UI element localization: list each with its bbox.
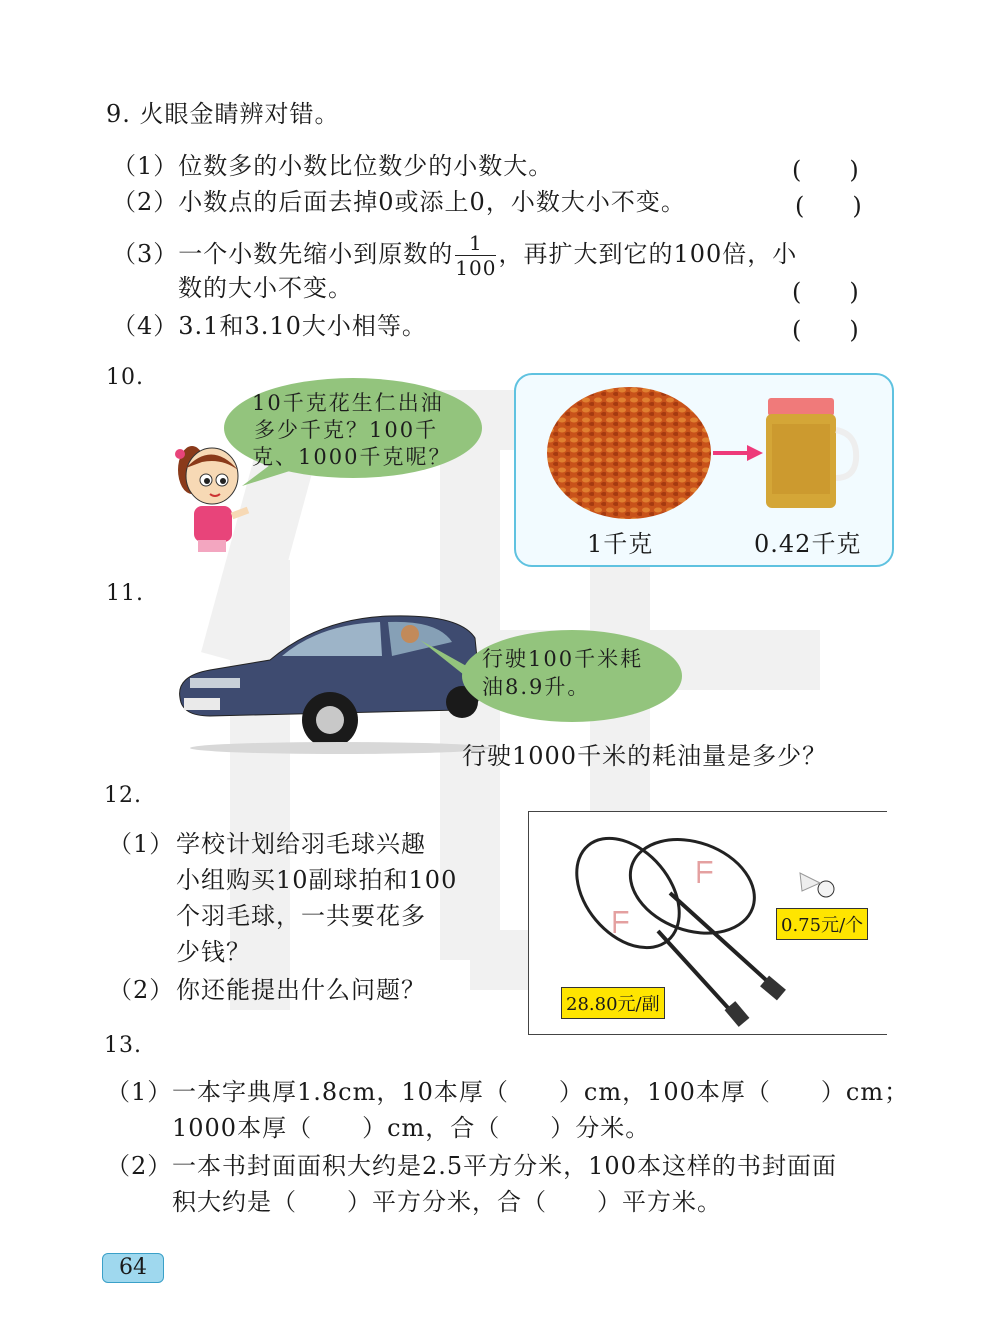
q13-item-1-line: 1000本厚（ ）cm，合（ ）分米。 (172, 1114, 651, 1142)
q9-item-4 (112, 310, 427, 342)
item-label: （4） (112, 312, 179, 340)
item-text: 位数多的小数比位数少的小数大。 (178, 152, 554, 180)
answer-blank[interactable]: ( ) (792, 156, 859, 184)
bubble-line: 多少千克？100千 (254, 418, 439, 442)
item-text: 3.1和3.10大小相等。 (178, 312, 427, 340)
price-tag-racket: 28.80元/副 (561, 987, 665, 1019)
fraction-numerator: 1 (455, 233, 496, 256)
label-1kg: 1千克 (587, 530, 654, 558)
q9-title: 9. 火眼金睛辨对错。 (106, 100, 340, 128)
item-text: 小数点的后面去掉0或添上0，小数大小不变。 (178, 188, 686, 216)
svg-text:ᖴ: ᖴ (612, 906, 630, 941)
q11-number: 11. (106, 581, 144, 606)
item-label: （1） (112, 152, 179, 180)
q12-item-1-line: 学校计划给羽毛球兴趣 (176, 830, 426, 858)
q9-item-2 (112, 186, 686, 218)
q12-item-1-line: 小组购买10副球拍和100 (176, 866, 458, 894)
q10-number: 10. (106, 365, 144, 390)
item-label: （2） (112, 188, 179, 216)
fraction (455, 233, 496, 278)
bubble-line: 行驶100千米耗 (482, 647, 644, 671)
price-tag-shuttle: 0.75元/个 (776, 908, 868, 940)
bubble-line: 克、1000千克呢？ (252, 445, 452, 469)
item-label: （3） (112, 240, 179, 268)
peanut-pile-image (546, 386, 712, 520)
q12-item-2-line: 你还能提出什么问题？ (176, 976, 426, 1004)
item-text: 一个小数先缩小到原数的 (178, 240, 454, 268)
q13-item-2-line: 积大约是（ ）平方分米，合（ ）平方米。 (172, 1188, 722, 1216)
item-text: ，再扩大到它的100倍，小 (498, 240, 798, 268)
label-042kg: 0.42千克 (754, 530, 862, 558)
q12-item-2-label: （2） (108, 976, 175, 1004)
oil-jar-image (762, 394, 860, 512)
q12-item-1-label: （1） (108, 830, 175, 858)
answer-blank[interactable]: ( ) (792, 278, 859, 306)
svg-text:ᖴ: ᖴ (696, 856, 714, 891)
q11-question: 行驶1000千米的耗油量是多少？ (462, 742, 828, 770)
bubble-line: 10千克花生仁出油 (252, 391, 444, 415)
fraction-denominator: 100 (455, 256, 497, 280)
answer-blank[interactable]: ( ) (795, 192, 862, 220)
q13-item-1-label: （1） (106, 1078, 173, 1106)
q12-item-1-line: 个羽毛球，一共要花多 (176, 902, 426, 930)
page-number: 64 (102, 1253, 164, 1283)
q9-item-1 (112, 150, 553, 182)
item-text-cont: 数的大小不变。 (178, 274, 353, 302)
answer-blank[interactable]: ( ) (792, 316, 859, 344)
q13-item-1-line: 一本字典厚1.8cm，10本厚（ ）cm，100本厚（ ）cm； (172, 1078, 910, 1106)
q13-item-2-line: 一本书封面面积大约是2.5平方分米，100本这样的书封面面 (172, 1152, 837, 1180)
q12-item-1-line: 少钱？ (176, 938, 251, 966)
q13-item-2-label: （2） (106, 1152, 173, 1180)
arrow-icon (713, 443, 763, 463)
bubble-line: 油8.9升。 (482, 675, 591, 699)
q13-number: 13. (104, 1033, 142, 1058)
q12-number: 12. (104, 783, 142, 808)
